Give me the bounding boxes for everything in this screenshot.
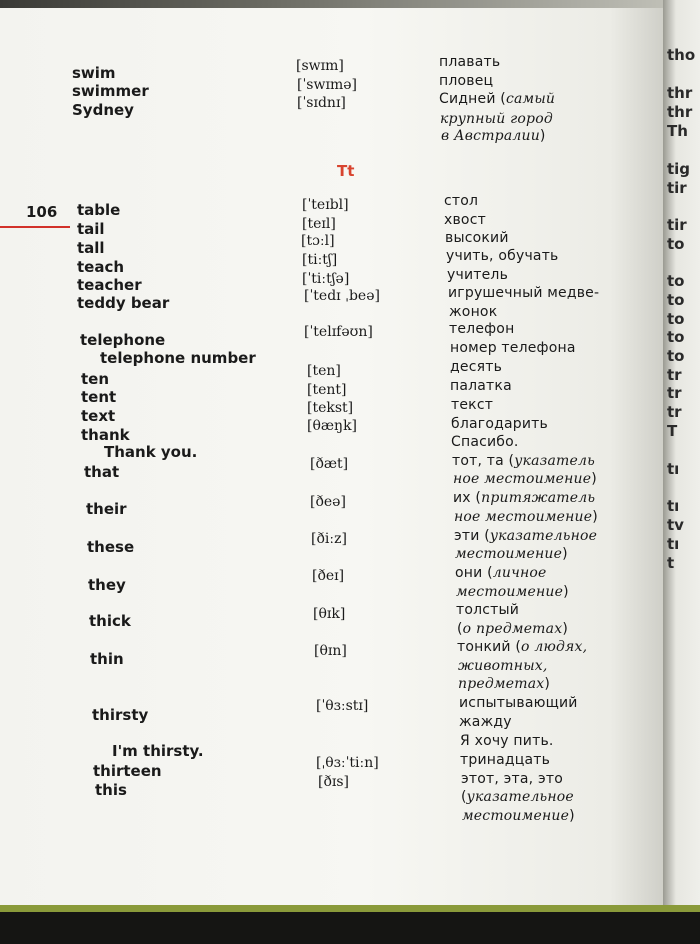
next-page-fragment: tir bbox=[667, 179, 687, 197]
translation-text: испытывающий bbox=[459, 695, 578, 711]
next-page-fragment: Th bbox=[667, 122, 688, 140]
translation-text: ное местоимение bbox=[454, 509, 593, 525]
headword: Sydney bbox=[72, 101, 134, 119]
translation-line bbox=[462, 808, 575, 824]
translation-text: Сидней ( bbox=[439, 91, 506, 107]
translation-text: местоимение bbox=[455, 546, 563, 562]
transcription: [ˌθɜːˈtiːn] bbox=[316, 755, 379, 771]
translation-text: крупный город bbox=[440, 111, 553, 127]
headword: text bbox=[81, 407, 116, 425]
headword: ten bbox=[81, 370, 110, 388]
transcription: [swɪm] bbox=[296, 58, 344, 74]
translation-text: тринадцать bbox=[460, 752, 551, 768]
translation-line bbox=[444, 193, 478, 209]
translation-line bbox=[458, 676, 550, 692]
translation-line bbox=[454, 528, 597, 544]
table-surface bbox=[0, 912, 700, 944]
translation-line bbox=[455, 546, 568, 562]
translation-line bbox=[451, 434, 519, 450]
translation-line bbox=[444, 212, 486, 228]
next-page-fragment: T bbox=[667, 422, 678, 440]
translation-text: ) bbox=[544, 676, 551, 692]
transcription: [ˈtiːtʃə] bbox=[302, 271, 350, 287]
translation-text: местоимение bbox=[462, 808, 570, 824]
next-page-fragment: to bbox=[667, 328, 685, 346]
translation-text: ) bbox=[562, 546, 568, 562]
next-page-fragment: tir bbox=[667, 216, 687, 234]
next-page-fragment: to bbox=[667, 272, 685, 290]
headword: tent bbox=[81, 388, 117, 406]
headword: thick bbox=[89, 612, 131, 630]
translation-line bbox=[452, 453, 595, 469]
translation-text: десять bbox=[450, 359, 503, 375]
translation-text: ное местоимение bbox=[453, 471, 592, 487]
letter-section-heading: Tt bbox=[337, 162, 355, 180]
translation-line bbox=[450, 340, 576, 356]
translation-text: ( bbox=[457, 621, 463, 637]
next-page-fragment: t bbox=[667, 554, 675, 572]
page-number-rule bbox=[0, 226, 70, 228]
transcription: [ˈθɜːstɪ] bbox=[316, 698, 369, 714]
translation-text: игрушечный медве- bbox=[448, 285, 600, 301]
headword: they bbox=[88, 576, 126, 594]
translation-text: палатка bbox=[450, 378, 512, 394]
next-page-fragment: tı bbox=[667, 460, 680, 478]
transcription: [ten] bbox=[307, 363, 341, 379]
headword: tall bbox=[77, 239, 105, 257]
translation-line bbox=[460, 752, 550, 768]
headword: tail bbox=[77, 220, 105, 238]
next-page-fragment: to bbox=[667, 235, 685, 253]
translation-text: телефон bbox=[449, 321, 515, 337]
headword: thirsty bbox=[92, 706, 149, 724]
translation-text: хвост bbox=[444, 212, 486, 228]
translation-text: самый bbox=[505, 91, 556, 107]
headword: Thank you. bbox=[104, 443, 198, 461]
translation-text: Спасибо. bbox=[451, 434, 519, 450]
translation-text: ) bbox=[591, 471, 597, 487]
transcription: [tɔːl] bbox=[301, 233, 335, 249]
translation-line bbox=[455, 565, 547, 581]
page-number: 106 bbox=[26, 203, 58, 221]
transcription: [ˈtedɪ ˌbeə] bbox=[304, 288, 380, 304]
translation-line bbox=[460, 733, 554, 749]
transcription: [θɪn] bbox=[314, 643, 347, 659]
translation-line bbox=[447, 267, 508, 283]
translation-line bbox=[445, 230, 509, 246]
translation-text: тот, та ( bbox=[452, 453, 515, 469]
translation-line bbox=[451, 416, 548, 432]
headword: teddy bear bbox=[77, 294, 170, 312]
translation-line bbox=[451, 397, 493, 413]
translation-line bbox=[459, 695, 578, 711]
translation-text: их ( bbox=[453, 490, 482, 506]
next-page-fragment: to bbox=[667, 291, 685, 309]
next-page-fragment: tr bbox=[667, 384, 682, 402]
translation-line bbox=[446, 248, 559, 264]
page-top-shadow bbox=[0, 0, 663, 8]
headword: teacher bbox=[77, 276, 142, 294]
translation-line bbox=[450, 378, 512, 394]
translation-line bbox=[461, 789, 574, 805]
translation-text: жонок bbox=[449, 304, 498, 320]
headword: telephone number bbox=[100, 349, 256, 367]
translation-line bbox=[457, 621, 568, 637]
translation-text: Я хочу пить. bbox=[460, 733, 554, 749]
headword: teach bbox=[77, 258, 125, 276]
translation-text: они ( bbox=[455, 565, 493, 581]
translation-text: эти ( bbox=[454, 528, 490, 544]
transcription: [ðeɪ] bbox=[312, 568, 345, 584]
next-page-fragment: tig bbox=[667, 160, 691, 178]
translation-text: высокий bbox=[445, 230, 509, 246]
translation-text: тонкий ( bbox=[457, 639, 522, 655]
transcription: [ˈswɪmə] bbox=[297, 77, 357, 93]
next-page-fragment: to bbox=[667, 347, 685, 365]
next-page-fragment: tı bbox=[667, 535, 680, 553]
translation-text: указательное bbox=[466, 789, 574, 805]
transcription: [ðɪs] bbox=[318, 774, 350, 790]
headword: thank bbox=[81, 426, 130, 444]
headword: these bbox=[87, 538, 135, 556]
translation-text: местоимение bbox=[456, 584, 564, 600]
next-page-fragment: thr bbox=[667, 84, 693, 102]
next-page-fragment: tho bbox=[667, 46, 696, 64]
translation-text: благодарить bbox=[451, 416, 548, 432]
headword: swimmer bbox=[72, 82, 149, 100]
translation-line bbox=[457, 639, 587, 655]
translation-line bbox=[440, 111, 553, 127]
translation-text: о людях, bbox=[521, 639, 588, 655]
transcription: [ˈteɪbl] bbox=[302, 197, 349, 213]
headword: this bbox=[95, 781, 127, 799]
translation-text: толстый bbox=[456, 602, 520, 618]
translation-text: предметах bbox=[458, 676, 545, 692]
next-page-fragment: tr bbox=[667, 366, 682, 384]
next-page-fragment: to bbox=[667, 310, 685, 328]
translation-text: ) bbox=[539, 128, 546, 144]
translation-text: притяжатель bbox=[481, 490, 596, 506]
translation-text: ( bbox=[461, 789, 467, 805]
translation-text: жажду bbox=[459, 714, 512, 730]
translation-line bbox=[441, 128, 546, 144]
translation-text: текст bbox=[451, 397, 494, 413]
headword: I'm thirsty. bbox=[112, 742, 204, 760]
transcription: [ðæt] bbox=[310, 456, 349, 472]
translation-text: животных, bbox=[458, 658, 548, 674]
headword: swim bbox=[72, 64, 116, 82]
translation-text: этот, эта, это bbox=[461, 771, 563, 787]
translation-line bbox=[461, 771, 563, 787]
translation-text: ) bbox=[569, 808, 575, 824]
translation-line bbox=[439, 54, 500, 70]
next-page-fragment: tr bbox=[667, 403, 682, 421]
translation-text: учитель bbox=[447, 267, 509, 283]
translation-text: учить, обучать bbox=[446, 248, 559, 264]
translation-text: ) bbox=[563, 584, 569, 600]
transcription: [tent] bbox=[307, 382, 347, 398]
transcription: [tekst] bbox=[307, 400, 354, 416]
headword: their bbox=[86, 500, 127, 518]
translation-line bbox=[448, 285, 599, 301]
translation-line bbox=[459, 714, 512, 730]
translation-line bbox=[456, 602, 519, 618]
translation-text: номер телефона bbox=[450, 340, 576, 356]
next-page-fragment: thr bbox=[667, 103, 693, 121]
translation-line bbox=[439, 91, 555, 107]
translation-line bbox=[449, 304, 497, 320]
translation-text: в Австралии bbox=[441, 128, 540, 144]
next-page-edge bbox=[663, 0, 700, 912]
translation-text: стол bbox=[444, 193, 479, 209]
transcription: [ˈtelɪfəʊn] bbox=[304, 324, 373, 340]
translation-text: указательное bbox=[489, 528, 598, 544]
transcription: [tiːtʃ] bbox=[302, 252, 338, 268]
translation-line bbox=[453, 490, 595, 506]
next-page-fragment: tv bbox=[667, 516, 684, 534]
translation-line bbox=[439, 73, 493, 89]
transcription: [teɪl] bbox=[302, 216, 336, 232]
translation-text: ) bbox=[562, 621, 568, 637]
translation-text: пловец bbox=[439, 73, 494, 89]
translation-text: личное bbox=[492, 565, 547, 581]
translation-line bbox=[456, 584, 569, 600]
transcription: [θɪk] bbox=[313, 606, 346, 622]
translation-text: указатель bbox=[514, 453, 595, 469]
headword: thirteen bbox=[93, 762, 162, 780]
translation-text: о предметах bbox=[462, 621, 563, 637]
headword: telephone bbox=[80, 331, 166, 349]
translation-text: ) bbox=[592, 509, 598, 525]
transcription: [θæŋk] bbox=[307, 418, 358, 434]
transcription: [ˈsɪdnɪ] bbox=[297, 95, 346, 111]
translation-line bbox=[454, 509, 598, 525]
transcription: [ðiːz] bbox=[311, 531, 347, 547]
next-page-fragment: tı bbox=[667, 497, 680, 515]
transcription: [ðeə] bbox=[310, 494, 346, 510]
translation-text: плавать bbox=[439, 54, 501, 70]
translation-line bbox=[449, 321, 514, 337]
translation-line bbox=[458, 658, 548, 674]
headword: thin bbox=[90, 650, 124, 668]
headword: that bbox=[84, 463, 120, 481]
translation-line bbox=[453, 471, 597, 487]
translation-line bbox=[450, 359, 502, 375]
headword: table bbox=[77, 201, 121, 219]
